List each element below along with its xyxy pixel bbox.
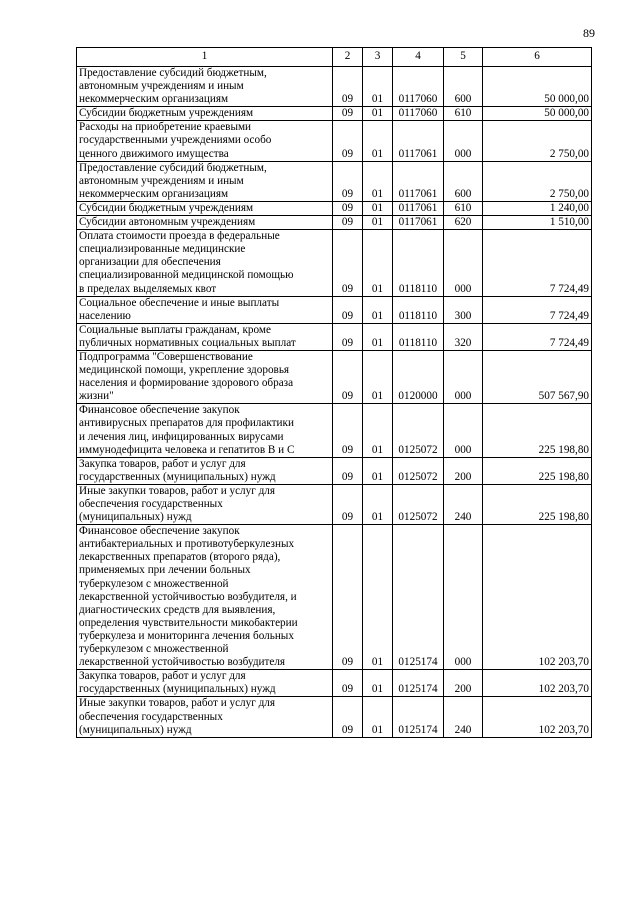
section-code-cell: 09 (333, 161, 363, 201)
amount-cell: 50 000,00 (483, 67, 592, 107)
expense-type-cell: 000 (444, 350, 483, 403)
expense-name-line: Предоставление субсидий бюджетным, (79, 67, 267, 79)
expense-name-line: Финансовое обеспечение закупок (79, 404, 240, 417)
target-article-cell: 0118110 (393, 323, 444, 350)
expense-name-line: Закупка товаров, работ и услуг для (79, 457, 246, 470)
target-article-cell: 0118110 (393, 230, 444, 296)
expense-name-line: Субсидии автономным учреждениям (79, 216, 256, 229)
expense-name-line: определения чувствительности микобактерии (79, 616, 298, 629)
amount-cell: 507 567,90 (483, 350, 592, 403)
target-article-cell: 0117061 (393, 121, 444, 161)
target-article-cell: 0120000 (393, 350, 444, 403)
expense-name-line: автономным учреждениям и иным (79, 174, 244, 187)
expense-name-line: обеспечения государственных (79, 710, 223, 723)
expense-type-cell: 240 (444, 697, 483, 737)
expense-name-line: туберкулеза и мониторинга лечения больных (79, 629, 294, 642)
section-code-cell: 09 (333, 350, 363, 403)
section-code-cell: 09 (333, 457, 363, 484)
expense-name-line: антибактериальных и противотуберкулезных (79, 538, 295, 551)
section-code-cell: 09 (333, 216, 363, 230)
amount-cell: 225 198,80 (483, 457, 592, 484)
expense-name-cell (77, 216, 333, 230)
column-header: 4 (393, 48, 444, 67)
target-article-cell: 0125072 (393, 457, 444, 484)
expense-name-line: в пределах выделяемых квот (79, 282, 217, 295)
target-article-cell: 0117060 (393, 107, 444, 121)
section-code-cell: 09 (333, 670, 363, 697)
amount-cell: 1 240,00 (483, 201, 592, 215)
section-code-cell: 09 (333, 201, 363, 215)
expense-name-line: Расходы на приобретение краевыми (79, 121, 252, 134)
table-row (77, 670, 592, 697)
amount-cell: 50 000,00 (483, 107, 592, 121)
expense-name-cell (77, 457, 333, 484)
expense-type-cell: 610 (444, 201, 483, 215)
expense-name-cell (77, 697, 333, 737)
expense-name-line: туберкулезом с множественной (79, 643, 229, 656)
expense-name-line: иммунодефицита человека и гепатитов В и С (79, 443, 295, 456)
section-code-cell: 09 (333, 323, 363, 350)
expense-name-line: обеспечения государственных (79, 498, 223, 510)
expense-name-line: публичных нормативных социальных выплат (79, 336, 296, 349)
amount-cell: 225 198,80 (483, 484, 592, 524)
table-row (77, 201, 592, 215)
budget-table (76, 47, 592, 738)
expense-name-line: Финансовое обеспечение закупок (79, 525, 240, 538)
expense-name-line: Иные закупки товаров, работ и услуг для (79, 484, 276, 497)
expense-name-line: Иные закупки товаров, работ и услуг для (79, 697, 276, 710)
subsection-code-cell: 01 (363, 697, 393, 737)
expense-type-cell: 610 (444, 107, 483, 121)
amount-cell: 1 510,00 (483, 216, 592, 230)
expense-name-line: Субсидии бюджетным учреждениям (79, 201, 254, 214)
target-article-cell: 0125072 (393, 404, 444, 457)
table-row (77, 67, 592, 107)
amount-cell: 102 203,70 (483, 525, 592, 670)
subsection-code-cell: 01 (363, 404, 393, 457)
table-row (77, 404, 592, 457)
expense-name-cell (77, 404, 333, 457)
target-article-cell: 0125174 (393, 697, 444, 737)
expense-name-line: туберкулезом с множественной (79, 577, 229, 590)
column-header: 1 (77, 48, 333, 67)
expense-name-line: жизни" (79, 390, 114, 403)
expense-name-line: диагностических средств для выявления, (79, 603, 276, 616)
expense-name-line: государственных (муниципальных) нужд (79, 683, 276, 696)
target-article-cell: 0117060 (393, 67, 444, 107)
expense-name-line: автономным учреждениям и иным (79, 80, 244, 93)
expense-name-line: Социальное обеспечение и иные выплаты (79, 296, 280, 309)
expense-type-cell: 000 (444, 230, 483, 296)
table-row (77, 230, 592, 296)
expense-name-line: и лечения лиц, инфицированных вирусами (79, 430, 284, 443)
subsection-code-cell: 01 (363, 107, 393, 121)
subsection-code-cell: 01 (363, 201, 393, 215)
expense-name-line: населению (79, 309, 131, 322)
expense-name-cell (77, 230, 333, 296)
target-article-cell: 0125174 (393, 670, 444, 697)
table-row (77, 350, 592, 403)
target-article-cell: 0125174 (393, 525, 444, 670)
expense-type-cell: 000 (444, 525, 483, 670)
subsection-code-cell: 01 (363, 525, 393, 670)
section-code-cell: 09 (333, 525, 363, 670)
expense-type-cell: 300 (444, 296, 483, 323)
column-header: 3 (363, 48, 393, 67)
target-article-cell: 0125072 (393, 484, 444, 524)
table-row (77, 161, 592, 201)
expense-name-line: некоммерческим организациям (79, 93, 229, 106)
expense-name-line: населения и формирование здорового образа (79, 377, 294, 390)
expense-name-line: (муниципальных) нужд (79, 511, 192, 524)
expense-name-cell (77, 67, 333, 107)
expense-name-line: медицинской помощи, укрепление здоровья (79, 364, 290, 377)
expense-type-cell: 320 (444, 323, 483, 350)
expense-name-cell (77, 296, 333, 323)
expense-name-line: Закупка товаров, работ и услуг для (79, 670, 246, 683)
subsection-code-cell: 01 (363, 230, 393, 296)
table-row (77, 525, 592, 670)
target-article-cell: 0118110 (393, 296, 444, 323)
subsection-code-cell: 01 (363, 216, 393, 230)
table-row (77, 107, 592, 121)
expense-type-cell: 000 (444, 404, 483, 457)
target-article-cell: 0117061 (393, 216, 444, 230)
expense-name-cell (77, 107, 333, 121)
amount-cell: 102 203,70 (483, 670, 592, 697)
expense-name-line: государственными учреждениями особо (79, 134, 272, 147)
page-number: 89 (583, 26, 595, 40)
section-code-cell: 09 (333, 121, 363, 161)
expense-name-line: организации для обеспечения (79, 256, 221, 269)
expense-name-cell (77, 323, 333, 350)
amount-cell: 2 750,00 (483, 161, 592, 201)
table-row (77, 296, 592, 323)
expense-name-line: Субсидии бюджетным учреждениям (79, 107, 254, 120)
subsection-code-cell: 01 (363, 484, 393, 524)
expense-type-cell: 620 (444, 216, 483, 230)
column-header: 2 (333, 48, 363, 67)
subsection-code-cell: 01 (363, 296, 393, 323)
expense-name-line: применяемых при лечении больных (79, 564, 251, 577)
subsection-code-cell: 01 (363, 67, 393, 107)
expense-name-line: Оплата стоимости проезда в федеральные (79, 230, 280, 243)
column-header: 5 (444, 48, 483, 67)
section-code-cell: 09 (333, 107, 363, 121)
table-row (77, 457, 592, 484)
expense-name-line: Подпрограмма "Совершенствование (79, 350, 253, 363)
amount-cell: 7 724,49 (483, 296, 592, 323)
expense-type-cell: 200 (444, 457, 483, 484)
table-row (77, 484, 592, 524)
expense-type-cell: 600 (444, 161, 483, 201)
expense-name-line: специализированной медицинской помощью (79, 269, 294, 282)
amount-cell: 225 198,80 (483, 404, 592, 457)
target-article-cell: 0117061 (393, 161, 444, 201)
expense-name-cell (77, 525, 333, 670)
expense-name-cell (77, 484, 333, 524)
expense-name-cell (77, 161, 333, 201)
expense-name-line: Предоставление субсидий бюджетным, (79, 161, 267, 174)
table-row (77, 121, 592, 161)
expense-type-cell: 200 (444, 670, 483, 697)
expense-name-cell (77, 201, 333, 215)
expense-name-cell (77, 670, 333, 697)
expense-name-line: некоммерческим организациям (79, 187, 229, 200)
section-code-cell: 09 (333, 230, 363, 296)
table-row (77, 697, 592, 737)
expense-name-line: государственных (муниципальных) нужд (79, 470, 276, 483)
subsection-code-cell: 01 (363, 121, 393, 161)
section-code-cell: 09 (333, 484, 363, 524)
amount-cell: 2 750,00 (483, 121, 592, 161)
amount-cell: 7 724,49 (483, 230, 592, 296)
expense-name-line: ценного движимого имущества (79, 147, 229, 160)
subsection-code-cell: 01 (363, 670, 393, 697)
expense-type-cell: 600 (444, 67, 483, 107)
expense-name-line: лекарственной устойчивостью возбудителя, и (79, 590, 297, 603)
expense-name-line: Социальные выплаты гражданам, кроме (79, 323, 271, 336)
expense-type-cell: 240 (444, 484, 483, 524)
expense-name-cell (77, 350, 333, 403)
amount-cell: 102 203,70 (483, 697, 592, 737)
section-code-cell: 09 (333, 697, 363, 737)
expense-name-line: антивирусных препаратов для профилактики (79, 417, 294, 430)
expense-name-cell (77, 121, 333, 161)
expense-name-line: лекарственных препаратов (второго ряда), (79, 551, 281, 564)
subsection-code-cell: 01 (363, 161, 393, 201)
table-row (77, 323, 592, 350)
section-code-cell: 09 (333, 296, 363, 323)
table-header-row (77, 48, 592, 67)
section-code-cell: 09 (333, 67, 363, 107)
expense-name-line: лекарственной устойчивостью возбудителя (79, 656, 286, 669)
subsection-code-cell: 01 (363, 323, 393, 350)
expense-name-line: специализированные медицинские (79, 243, 246, 256)
subsection-code-cell: 01 (363, 457, 393, 484)
subsection-code-cell: 01 (363, 350, 393, 403)
table-row (77, 216, 592, 230)
column-header: 6 (483, 48, 592, 67)
section-code-cell: 09 (333, 404, 363, 457)
expense-type-cell: 000 (444, 121, 483, 161)
target-article-cell: 0117061 (393, 201, 444, 215)
expense-name-line: (муниципальных) нужд (79, 723, 192, 736)
amount-cell: 7 724,49 (483, 323, 592, 350)
